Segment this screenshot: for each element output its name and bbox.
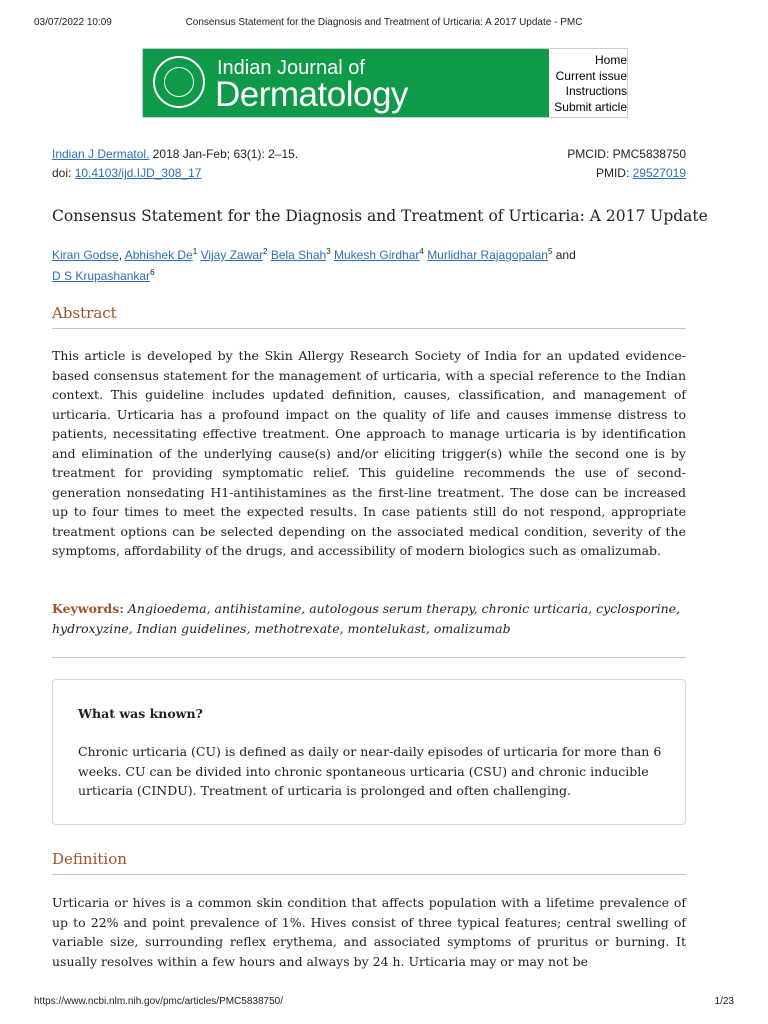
print-page-title: Consensus Statement for the Diagnosis and Treatment of Urticaria: A 2017 Update - PMC [185, 17, 583, 28]
pmid-label: PMID: [595, 166, 633, 180]
journal-name-line2: Dermatology [215, 75, 408, 114]
menu-instructions-link[interactable]: Instructions [565, 84, 627, 98]
author-affiliation: 5 [547, 247, 553, 256]
print-page-number: 1/23 [714, 996, 734, 1007]
print-header [0, 17, 768, 31]
author-link[interactable]: Bela Shah [270, 248, 327, 262]
author-link[interactable]: Kiran Godse [52, 248, 119, 262]
section-divider [52, 657, 686, 658]
print-datetime: 03/07/2022 10:09 [34, 17, 112, 28]
what-was-known-text: Chronic urticaria (CU) is defined as daily or near-daily episodes of urticaria for more than 6 weeks. CU can be divided into chronic spontaneous urticaria (CSU) and chronic inducible urticaria (CINDU). Treatment of urticaria is prolonged and often challenging. [78, 744, 662, 798]
print-footer [0, 996, 768, 1010]
definition-heading: Definition [52, 850, 686, 875]
banner-menu [553, 53, 627, 115]
keywords-text: Angioedema, antihistamine, autologous serum therapy, chronic urticaria, cyclosporine, hydroxyzine, Indian guidelines, methotrexate, montelukast, omalizumab [52, 601, 681, 636]
author-link[interactable]: D S Krupashankar [52, 269, 151, 283]
author-affiliation: 4 [419, 247, 424, 256]
author-list: Kiran Godse, Abhishek De$^1$ Vijay Zawar$^2$ Bela Shah$^3$ Mukesh Girdhar$^4$ Murlidhar Rajagopalan$^5$ and D S Krupashankar$^6$ [52, 247, 576, 283]
keywords-label: Keywords: [52, 601, 124, 616]
and-word: and [552, 248, 576, 262]
article-title: Consensus Statement for the Diagnosis and Treatment of Urticaria: A 2017 Update [52, 207, 708, 225]
menu-current-issue-link[interactable]: Current issue [555, 68, 627, 83]
author-link[interactable]: Murlidhar Rajagopalan [427, 248, 548, 262]
what-was-known-heading: What was known? [78, 706, 203, 721]
keywords [52, 599, 686, 638]
citation-line-2 [52, 166, 686, 180]
pmid [596, 166, 686, 180]
author-affiliation: 6 [150, 268, 155, 277]
pmcid: PMCID: PMC5838750 [567, 147, 686, 161]
menu-submit-article-link[interactable]: Submit article [554, 99, 627, 114]
journal-name-line1: Indian Journal of [217, 57, 365, 79]
journal-banner [142, 48, 628, 118]
author-affiliation: 1 [192, 247, 198, 256]
author-link[interactable]: Vijay Zawar [200, 248, 264, 262]
journal-seal-icon [153, 56, 205, 108]
doi-label: doi: [52, 166, 75, 180]
doi-link[interactable]: 10.4103/ijd.IJD_308_17 [74, 166, 202, 180]
print-url: https://www.ncbi.nlm.nih.gov/pmc/articles/PMC5838750/ [34, 996, 283, 1007]
author-link[interactable]: Abhishek De [124, 248, 193, 262]
abstract-heading: Abstract [52, 304, 686, 329]
what-was-known-box [52, 679, 686, 825]
journal-link[interactable]: Indian J Dermatol. [52, 147, 150, 161]
menu-home-link[interactable]: Home [594, 53, 627, 67]
abstract-text: This article is developed by the Skin Allergy Research Society of India for an updated evidence-based consensus statement for the management of urticaria, with a special reference to the Indian context. This guideline includes updated definition, causes, classification, and management of urticaria. Urticaria has a profound impact on the quality of life and causes immense distress to patients, necessitating effective treatment. One approach to manage urticaria is by identification and elimination of the underlying cause(s) and/or eliciting trigger(s) while the second one is by treatment for providing symptomatic relief. This guideline recommends the use of second-generation nonsedating H1-antihistamines as the first-line treatment. The dose can be increased up to four times to meet the expected results. In case patients still do not respond, appropriate treatment options can be selected depending on the associated medical condition, severity of the symptoms, affordability of the drugs, and accessibility of modern biologics such as omalizumab. [52, 348, 686, 558]
author-link[interactable]: Mukesh Girdhar [334, 248, 420, 262]
banner-logo-area [143, 49, 549, 117]
issue-info: 2018 Jan-Feb; 63(1): 2–15. [149, 147, 299, 161]
definition-text: Urticaria or hives is a common skin condition that affects population with a lifetime prevalence of up to 22% and point prevalence of 1%. Hives consist of three typical features; central swelling of variable size, surrounding reflex erythema, and associated symptoms of pruritus or burning. It usually resolves within a few hours and always by 24 h. Urticaria may or may not be [52, 895, 686, 969]
pmid-link[interactable]: 29527019 [632, 166, 686, 180]
author-affiliation: 3 [326, 247, 331, 256]
author-affiliation: 2 [263, 247, 268, 256]
citation-line-1 [52, 147, 686, 161]
